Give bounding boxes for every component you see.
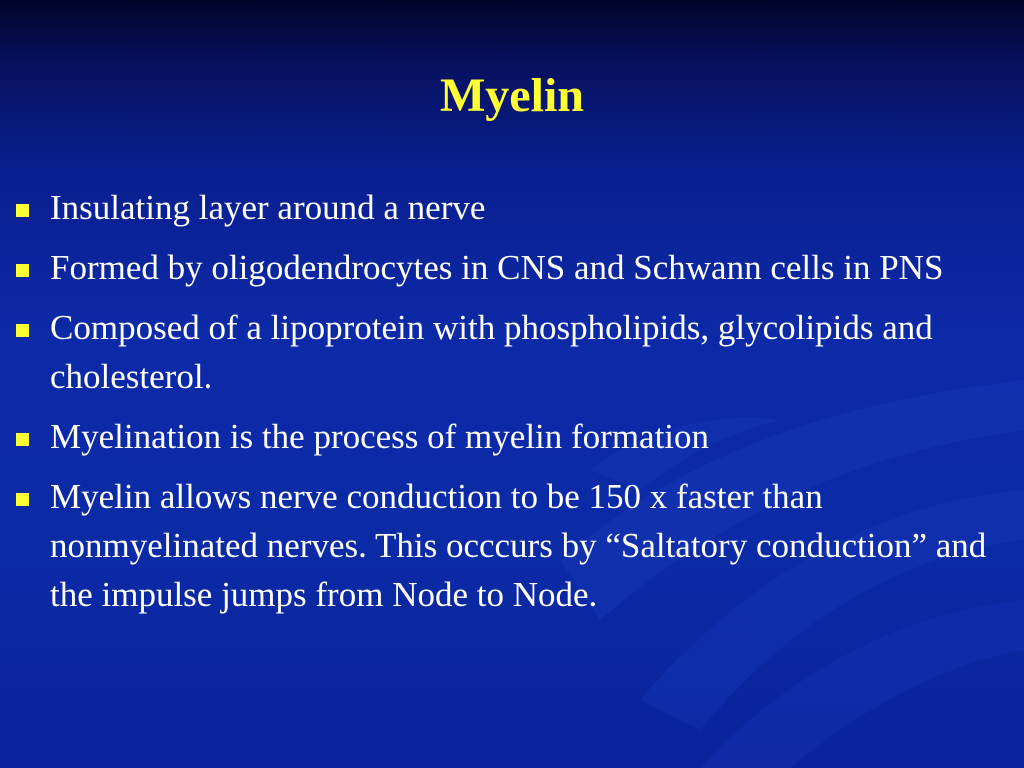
square-bullet-icon [16,433,29,446]
bullet-text: Composed of a lipoprotein with phospholipids, glycolipids and cholesterol. [50,308,933,396]
bullet-item [14,303,1014,401]
slide-title: Myelin [440,69,584,122]
bullet-item [14,472,1014,619]
bullet-list [14,183,1014,630]
bullet-text: Myelin allows nerve conduction to be 150 x faster than nonmyelinated nerves. This occcurs by “Saltatory conduction” and the impulse jumps from Node to Node. [50,477,987,614]
bullet-text: Myelination is the process of myelin formation [50,417,710,456]
bullet-text: Formed by oligodendrocytes in CNS and Schwann cells in PNS [50,248,944,287]
square-bullet-icon [16,493,29,506]
square-bullet-icon [16,324,29,337]
bullet-item [14,183,1014,232]
bullet-text: Insulating layer around a nerve [50,188,486,227]
square-bullet-icon [16,204,29,217]
bullet-item [14,412,1014,461]
bullet-item [14,243,1014,292]
square-bullet-icon [16,264,29,277]
